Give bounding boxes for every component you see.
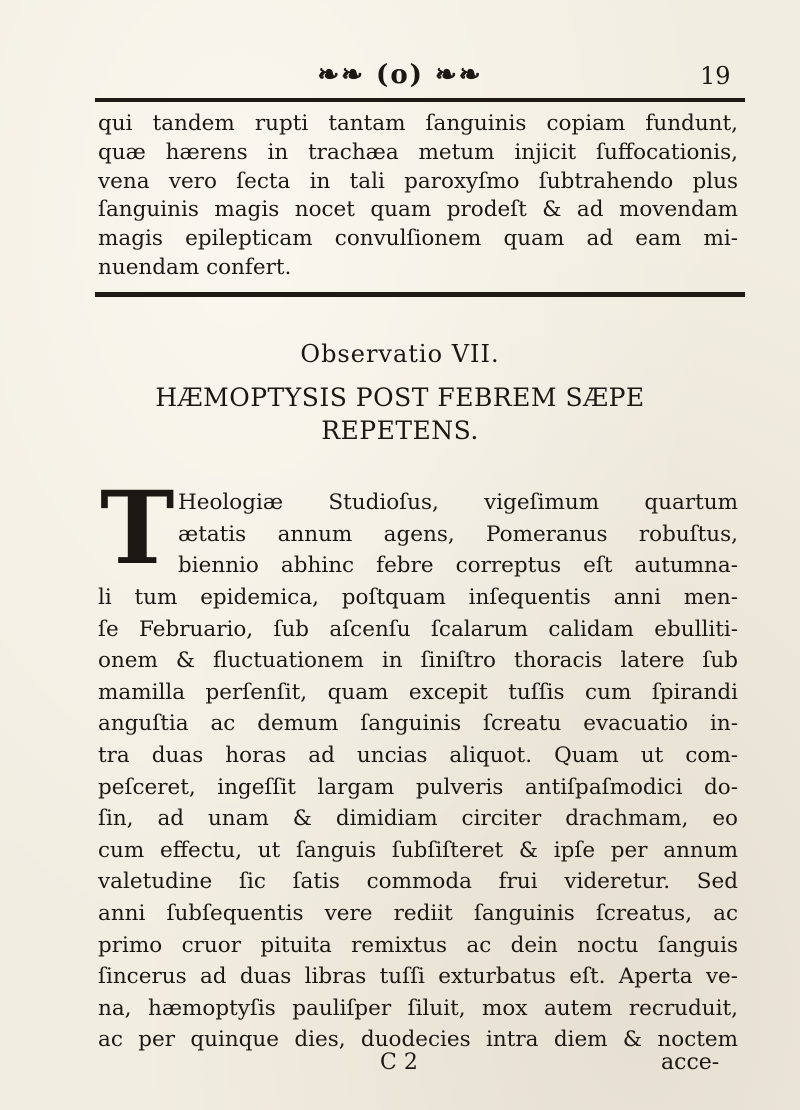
text-line: valetudine ſic ſatis commoda frui videretur. Sed — [98, 869, 738, 895]
text-line: ſin, ad unam & dimidiam circiter drachmam, eo — [98, 806, 738, 832]
paragraph-2-indented — [178, 487, 738, 582]
paragraph-1 — [98, 110, 738, 283]
text-line: vena vero ſecta in tali paroxyſmo ſubtrahendo plus — [98, 168, 738, 194]
text-line: cum effectu, ut ſanguis ſubſiſteret & ipſe per annum — [98, 837, 738, 863]
text-line: peſceret, ingeſſit largam pulveris antiſpaſmodici do- — [98, 774, 738, 800]
text-line: anni ſubſequentis vere rediit ſanguinis ſcreatus, ac — [98, 900, 738, 926]
text-line: ac per quinque dies, duodecies intra diem & noctem — [98, 1027, 738, 1053]
page-number: 19 — [700, 62, 731, 90]
header-rule — [95, 98, 745, 102]
observation-label: Observatio VII. — [300, 340, 500, 368]
section-rule — [95, 292, 745, 297]
text-line: ætatis annum agens, Pomeranus robuſtus, — [178, 521, 738, 547]
page-footer — [0, 1050, 800, 1082]
text-line: quæ hærens in trachæa metum injicit ſuffocationis, — [98, 139, 738, 165]
text-line: nuendam confert. — [98, 254, 292, 280]
text-line: na, hæmoptyſis pauliſper ſiluit, mox autem recruduit, — [98, 995, 738, 1021]
running-header — [0, 60, 800, 100]
observation-title-line-1: HÆMOPTYSIS POST FEBREM SÆPE — [155, 383, 645, 412]
text-line: ſanguinis magis nocet quam prodeſt & ad movendam — [98, 197, 738, 223]
text-line: li tum epidemica, poſtquam inſequentis anni men- — [98, 585, 738, 610]
paragraph-2 — [98, 582, 738, 1056]
text-line: biennio abhinc febre correptus eſt autumna- — [178, 553, 738, 579]
text-line: onem & fluctuationem in ſiniſtro thoracis latere ſub — [98, 648, 738, 674]
text-line: ſe Februario, ſub aſcenſu ſcalarum calidam ebulliti- — [98, 616, 738, 642]
text-line: mamilla perſenſit, quam excepit tuſſis cum ſpirandi — [98, 679, 738, 705]
text-line: tra duas horas ad uncias aliquot. Quam ut com- — [98, 742, 738, 768]
text-line: Heologiæ Studioſus, vigeſimum quartum — [178, 490, 738, 515]
text-line: magis epilepticam convulſionem quam ad eam mi- — [98, 226, 738, 252]
text-line: ſincerus ad duas libras tuſſi exturbatus eſt. Aperta ve- — [98, 964, 738, 990]
text-line: primo cruor pituita remixtus ac dein noctu ſanguis — [98, 932, 738, 958]
signature-mark: C 2 — [380, 1050, 418, 1075]
observation-title-line-2: REPETENS. — [321, 416, 479, 445]
text-line: qui tandem rupti tantam ſanguinis copiam fundunt, — [98, 111, 738, 136]
header-ornament: ❧❧ (o) ❧❧ — [317, 60, 483, 90]
drop-cap: T — [100, 469, 175, 587]
catchword: acce- — [661, 1050, 720, 1075]
text-line: anguſtia ac demum ſanguinis ſcreatu evacuatio in- — [98, 711, 738, 737]
